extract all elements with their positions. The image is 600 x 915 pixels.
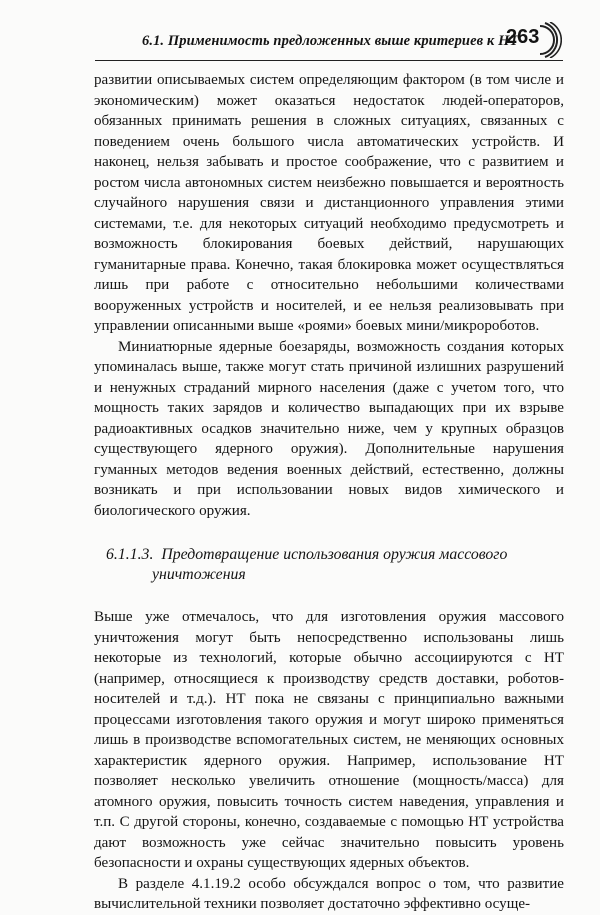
- page-header: [0, 0, 600, 74]
- header-rule: [95, 60, 563, 61]
- paragraph-3: Выше уже отмечалось, что для изготовления оружия массового уничтожения могут быть непосредственно использованы лишь некоторые из технологий, которые обычно ассоциируются с НТ (например, относящиеся к производству средств доставки, роботов-носителей и т.д.). НТ пока не связаны с принципиально важными процессами изготовления такого оружия и могут широко применяться лишь в производстве вспомогательных систем, не меняющих основных характеристик ядерного оружия. Например, использование НТ позволяет несколько увеличить отношение (мощность/масса) для атомного оружия, повысить точность систем наведения, управления и т.п. С другой стороны, конечно, создаваемые с помощью НТ устройства дают возможность уже сейчас значительно повысить уровень безопасности и охраны существующих ядерных объектов.: [94, 609, 564, 871]
- section-number: 6.1.1.3.: [106, 546, 154, 563]
- running-head: 6.1. Применимость предложенных выше критериев к НТ: [142, 33, 519, 49]
- section-title-line2: уничтожения: [152, 566, 246, 583]
- section-heading: [94, 545, 564, 585]
- paragraph-4: В разделе 4.1.19.2 особо обсуждался вопрос о том, что развитие вычислительной техники позволяет достаточно эффективно осуще-: [94, 875, 564, 912]
- section-title-line1: Предотвращение использования оружия массового: [161, 546, 508, 563]
- page-number-arcs-icon: [536, 22, 562, 58]
- paragraph-1: развитии описываемых систем определяющим фактором (в том числе и экономическим) может оказаться недостаток людей-операторов, обязанных принимать решения в сложных ситуациях, связанных с поведением очень большого числа автоматических устройств. И наконец, нельзя забывать и простое соображение, что с развитием и ростом числа автономных систем неизбежно повышается и вероятность случайного нарушения связи и дистанционного управления этими системами, т.е. для некоторых ситуаций необходимо предусмотреть и возможность блокирования боевых действий, нарушающих гуманитарные права. Конечно, такая блокировка может осуществляться лишь при работе с относительно небольшими количествами вооруженных устройств и носителей, и ее нельзя реализовывать при управлении описанными выше «роями» боевых мини/микророботов.: [94, 72, 564, 334]
- page-body: [94, 70, 564, 915]
- page-number: 263: [506, 26, 540, 48]
- paragraph-2: Миниатюрные ядерные боезаряды, возможность создания которых упоминалась выше, также могут стать причиной излишних разрушений и ненужных страданий мирного населения (даже с учетом того, что мощность таких зарядов и количество выпадающих при их взрыве радиоактивных осадков значительно ниже, чем у крупных образцов существующего ядерного оружия). Дополнительные нарушения гуманных методов ведения военных действий, естественно, должны возникать и при использовании новых видов химического и биологического оружия.: [94, 338, 564, 519]
